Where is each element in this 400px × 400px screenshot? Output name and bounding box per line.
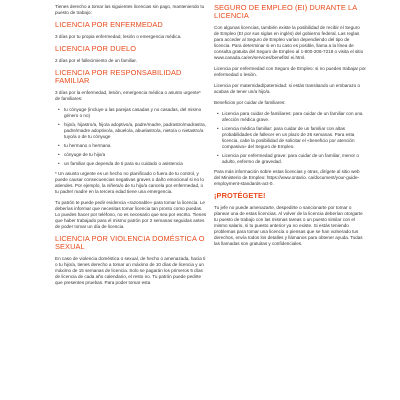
ei-text: Con algunas licencias, también existe la posibilidad de recibir el Seguro de Empleo (EI por sus siglas en inglés) del gobierno federal. Las reglas para acceder al Seguro de Empleo varían dependiendo del tipo de licencia. Para determinar si en tu caso es posible, llama a la línea de consulta gratuita del Seguro de Empleo al 1-800-206-7218 o visita el sitio www.canada.ca/en/services/benefits/ ei.html. [214, 25, 364, 60]
list-item: • un familiar que dependa de ti para su cuidado o asistencia [55, 161, 207, 167]
ei-sick-text: Licencia por enfermedad con Seguro de Empleo: si no puedes trabajar por enfermedad o lesión. [214, 66, 366, 77]
violence-leave-heading: LICENCIA POR VIOLENCIA DOMÉSTICA O SEXUAL [55, 234, 205, 251]
ei-maternity-text: Licencia por maternidad/paternidad: si estás transitando un embarazo o acabas de tener un/a hijo/a. [214, 83, 361, 94]
intro-text: Tienes derecho a tomar las siguientes licencias sin pago, manteniendo tu puesto de trabajo: [55, 4, 205, 15]
list-item: • tu cónyuge (incluye a las parejas casadas y no casadas, del mismo género o no) [55, 107, 207, 119]
family-members-list [55, 107, 207, 167]
grief-leave-heading: LICENCIA POR DUELO [55, 44, 137, 53]
ei-family-benefits-list [214, 111, 366, 165]
left-column [55, 4, 207, 291]
proof-text: Tu patrón te puede pedir evidencia «razonable» para tomar la licencia. Le deberías informar que necesitas tomar licencia tan pronto como puedas. Lo puedes hacer por teléfono, no es necesario que sea por escrito. Tienes que haber trabajado para el mismo patrón por 2 semanas seguidas antes de poder tomar un día de licencia. [55, 200, 207, 229]
list-item: • hijo/a, hijastro/a, hijo/a adoptivo/a, padre/madre, padrastro/madrastra, padre/madre adoptivo/a, abuelo/a, abuelastro/a, nieto/a o nietastro/a tuyo/a o de tu cónyuge [55, 122, 207, 140]
sick-leave-heading: LICENCIA POR ENFERMEDAD [55, 20, 163, 29]
list-item: • Licencia médica familiar: para cuidar de un familiar con altas probabilidades de fallecer en un plazo de 26 semanas. Para esta licencia, cabe la posibilidad de solicitar el «beneficio por atención compasiva» del Seguro de Empleo. [214, 126, 366, 150]
list-item: • Licencia por enfermedad grave: para cuidar de un familiar, menor o adulto, enfermo de gravedad. [214, 153, 366, 165]
protect-heading: ¡PROTÉGETE! [214, 191, 266, 200]
right-column [214, 4, 366, 252]
grief-leave-text: 2 días por el fallecimiento de un familiar. [55, 58, 137, 63]
violence-leave-text: En caso de violencia doméstica o sexual, de hecho o amenazada, hacia ti o tu hijo/a, tienes derecho a tomar un máximo de 10 días de licencia y un máximo de 15 semanas de licencia. Solo se pagarán los primeros 5 días de licencia de cada año calendario, el resto no. Tu patrón puede pedirte que presentes pruebas. Para poder tomar esta [55, 256, 206, 285]
list-item: • cónyuge de tu hijo/a [55, 152, 207, 158]
sick-leave-text: 3 días por tu propia enfermedad, lesión o emergencia médica. [55, 34, 182, 39]
family-leave-text: 3 días por la enfermedad, lesión, emergencia médica o asunto urgente* de familiares: [55, 90, 201, 101]
ei-heading: SEGURO DE EMPLEO (EI) DURANTE LA LICENCIA [214, 3, 357, 20]
family-leave-heading: LICENCIA POR RESPONSABILIDAD FAMILIAR [55, 68, 182, 85]
list-item: • Licencia para cuidar de familiares: para cuidar de un familiar con una afección médica grave. [214, 111, 366, 123]
list-item: • tu hermano o hermana [55, 143, 207, 149]
protect-text: Tu jefe no puede amenazarte, despedirte o sancionarte por tomar o planear una de estas licencias. Al volver de la licencia deberían otorgarte tu puesto de trabajo con las mismas tareas o un puesto similar con el mismo salario, si tu puesto anterior ya no existe. Si estás teniendo problemas para tomar una licencia o piensas que se han vulnerado tus derechos, envía todos los detalles y llámanos para obtener ayuda. Todas las llamadas son gratuitas y confidenciales. [214, 205, 363, 246]
more-info-text: Para más información sobre estas licencias y otras, dirígete al sitio web del Ministerio de Empleo: https://www.ontario. ca/document/your-guide-employment-standards-act-0. [214, 169, 360, 186]
ei-family-intro: Beneficios por cuidar de familiares: [214, 100, 286, 105]
urgent-matter-note: * Un asunto urgente es un hecho no planificado o fuera de tu control, y puede causar consecuencias negativas graves o daño emocional si no lo atiendes. Por ejemplo, la niñera/o de tu hijo/a cancela por enfermedad, o tu padre/ madre en la tercera edad tiene una emergencia. [55, 171, 204, 194]
